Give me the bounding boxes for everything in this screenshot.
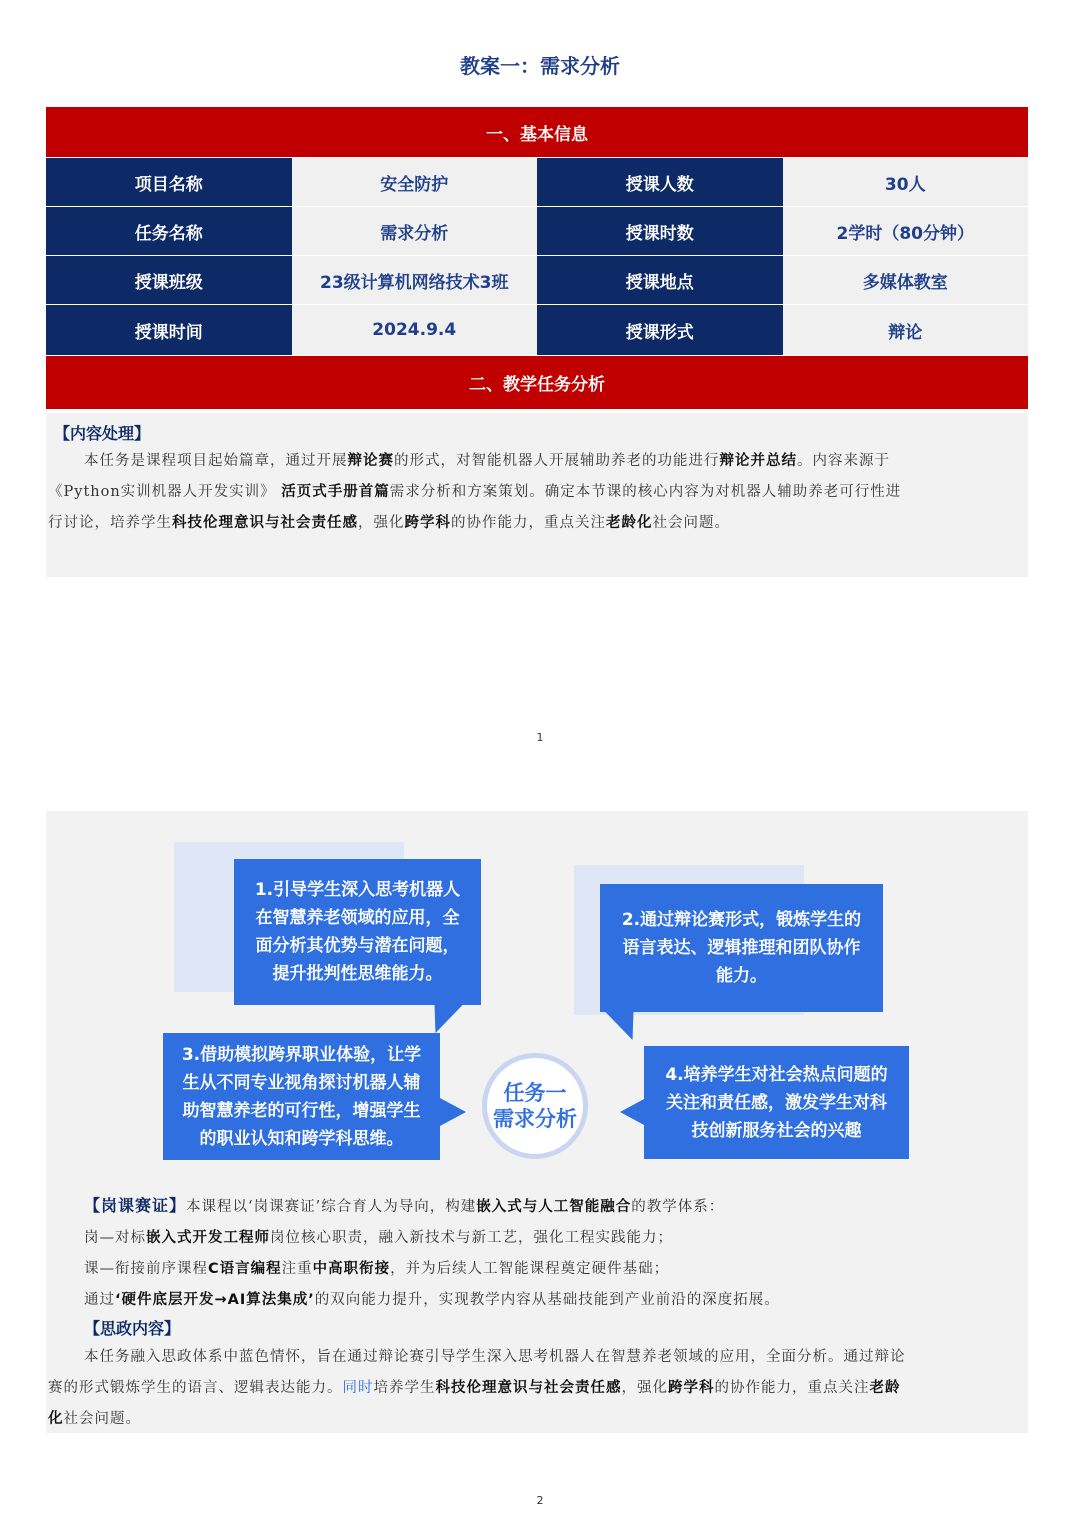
bold-text: 辩论并总结 <box>719 453 797 469</box>
sizheng-heading: 【思政内容】 <box>84 1319 181 1338</box>
bold-text: 跨学科 <box>404 515 451 531</box>
text: 的教学体系： <box>631 1199 725 1215</box>
value-format: 辩论 <box>783 305 1029 355</box>
value-class: 23级计算机网络技术3班 <box>292 256 538 304</box>
text: 需求分析和方案策划。确定本节课的核心内容为对机器人辅助养老可行性进 <box>389 484 902 500</box>
content-processing-box <box>46 413 1028 577</box>
text: 的协作能力，重点关注 <box>714 1380 870 1396</box>
bubble-text: 1.引导学生深入思考机器人 <box>254 880 461 900</box>
text: 培养学生 <box>373 1380 436 1396</box>
document-title: 教案一：需求分析 <box>460 54 620 78</box>
center-text: 任务一 <box>503 1081 567 1105</box>
text: 的协作能力，重点关注 <box>451 515 606 531</box>
bubble-text: 的职业认知和跨学科思维。 <box>199 1128 404 1149</box>
page-number: 1 <box>536 731 544 744</box>
text: 岗位核心职责，融入新技术与新工艺，强化工程实践能力； <box>270 1230 673 1246</box>
bubble-text: 4.培养学生对社会热点问题的 <box>665 1064 888 1085</box>
bubble-text: 提升批判性思维能力。 <box>272 964 443 984</box>
goal-bubble-4 <box>644 1046 909 1159</box>
bold-text: 中高职衔接 <box>312 1261 391 1277</box>
bold-text: 老龄化 <box>606 515 653 531</box>
key-hours: 授课时数 <box>537 207 783 255</box>
bold-text: 活页式手册首篇 <box>281 484 390 500</box>
bold-text: 辩论赛 <box>347 453 394 469</box>
value-hours: 2学时（80分钟） <box>783 207 1029 255</box>
section-header-basic: 一、基本信息 <box>46 107 1028 157</box>
goal-bubble-3 <box>163 1033 440 1160</box>
key-task-name: 任务名称 <box>46 207 292 255</box>
key-location: 授课地点 <box>537 256 783 304</box>
text: 的双向能力提升，实现教学内容从基础技能到产业前沿的深度拓展。 <box>314 1292 780 1308</box>
key-project-name: 项目名称 <box>46 158 292 206</box>
bubble-text: 关注和责任感，激发学生对科 <box>665 1092 887 1113</box>
content-heading: 【内容处理】 <box>54 424 151 443</box>
key-format: 授课形式 <box>537 305 783 355</box>
bubble-tail <box>620 1098 646 1126</box>
basic-info-table <box>46 107 1028 409</box>
text: 本任务是课程项目起始篇章，通过开展 <box>84 453 348 469</box>
bubble-text: 生从不同专业视角探讨机器人辅 <box>182 1072 421 1093</box>
text: ，并为后续人工智能课程奠定硬件基础； <box>390 1261 670 1277</box>
key-student-count: 授课人数 <box>537 158 783 206</box>
value-student-count: 30人 <box>783 158 1029 206</box>
bold-text: 科技伦理意识与社会责任感 <box>172 515 358 531</box>
goal-bubble-2 <box>600 884 883 1012</box>
text: ，强化 <box>358 515 405 531</box>
gangke-heading: 【岗课赛证】 <box>84 1196 187 1215</box>
text: 社会问题。 <box>652 515 730 531</box>
center-task-circle <box>482 1053 588 1159</box>
bold-text: C语言编程 <box>208 1261 282 1277</box>
text: 行讨论，培养学生 <box>48 515 172 531</box>
sizheng-section <box>46 1316 1028 1435</box>
section-header-task: 二、教学任务分析 <box>46 355 1028 409</box>
bold-text: 化 <box>48 1411 64 1427</box>
text: 本任务融入思政体系中蓝色情怀，旨在通过辩论赛引导学生深入思考机器人在智慧养老领域的应用，全面分析。通过辩论 <box>84 1349 906 1365</box>
text: ，强化 <box>621 1380 668 1396</box>
text: 赛的形式锻炼学生的语言、逻辑表达能力。 <box>48 1380 343 1396</box>
table-row <box>46 255 1028 304</box>
page-number: 2 <box>536 1494 544 1507</box>
gangke-section <box>84 1190 1028 1316</box>
value-location: 多媒体教室 <box>783 256 1029 304</box>
bubble-text: 技创新服务社会的兴趣 <box>691 1120 862 1141</box>
bold-text: ‘硬件底层开发→AI算法集成’ <box>115 1292 315 1308</box>
text: 社会问题。 <box>63 1411 141 1427</box>
bubble-tail <box>440 1098 466 1126</box>
text: 的形式，对智能机器人开展辅助养老的功能进行 <box>394 453 720 469</box>
value-time: 2024.9.4 <box>292 305 538 355</box>
text: 岗—对标 <box>84 1230 146 1246</box>
bold-text: 嵌入式与人工智能融合 <box>476 1199 632 1215</box>
table-row <box>46 206 1028 255</box>
table-row <box>46 304 1028 355</box>
bubble-text: 在智慧养老领域的应用，全 <box>255 908 460 928</box>
bubble-text: 面分析其优势与潜在问题， <box>255 936 460 956</box>
value-project-name: 安全防护 <box>292 158 538 206</box>
bubble-text: 能力。 <box>715 966 767 986</box>
text: 课—衔接前序课程 <box>84 1261 208 1277</box>
bubble-text: 助智慧养老的可行性，增强学生 <box>182 1100 421 1121</box>
text: 通过 <box>84 1292 115 1308</box>
text: 《Python实训机器人开发实训》 <box>48 484 276 500</box>
bubble-text: 语言表达、逻辑推理和团队协作 <box>622 938 861 958</box>
text: 同时 <box>342 1380 374 1396</box>
value-task-name: 需求分析 <box>292 207 538 255</box>
bold-text: 科技伦理意识与社会责任感 <box>435 1380 622 1396</box>
text: 。内容来源于 <box>797 453 890 469</box>
bold-text: 嵌入式开发工程师 <box>146 1230 270 1246</box>
table-row <box>46 157 1028 206</box>
bubble-text: 3.借助模拟跨界职业体验，让学 <box>181 1044 422 1065</box>
center-text: 需求分析 <box>493 1107 577 1131</box>
text: 注重 <box>281 1261 313 1277</box>
text: 本课程以‘岗课赛证’综合育人为导向，构建 <box>186 1199 477 1215</box>
bubble-text: 2.通过辩论赛形式，锻炼学生的 <box>621 910 862 930</box>
key-time: 授课时间 <box>46 305 292 355</box>
key-class: 授课班级 <box>46 256 292 304</box>
bold-text: 老龄 <box>869 1380 901 1396</box>
content-paragraph <box>46 444 1028 539</box>
goal-bubble-1 <box>234 859 481 1005</box>
bold-text: 跨学科 <box>668 1380 715 1396</box>
